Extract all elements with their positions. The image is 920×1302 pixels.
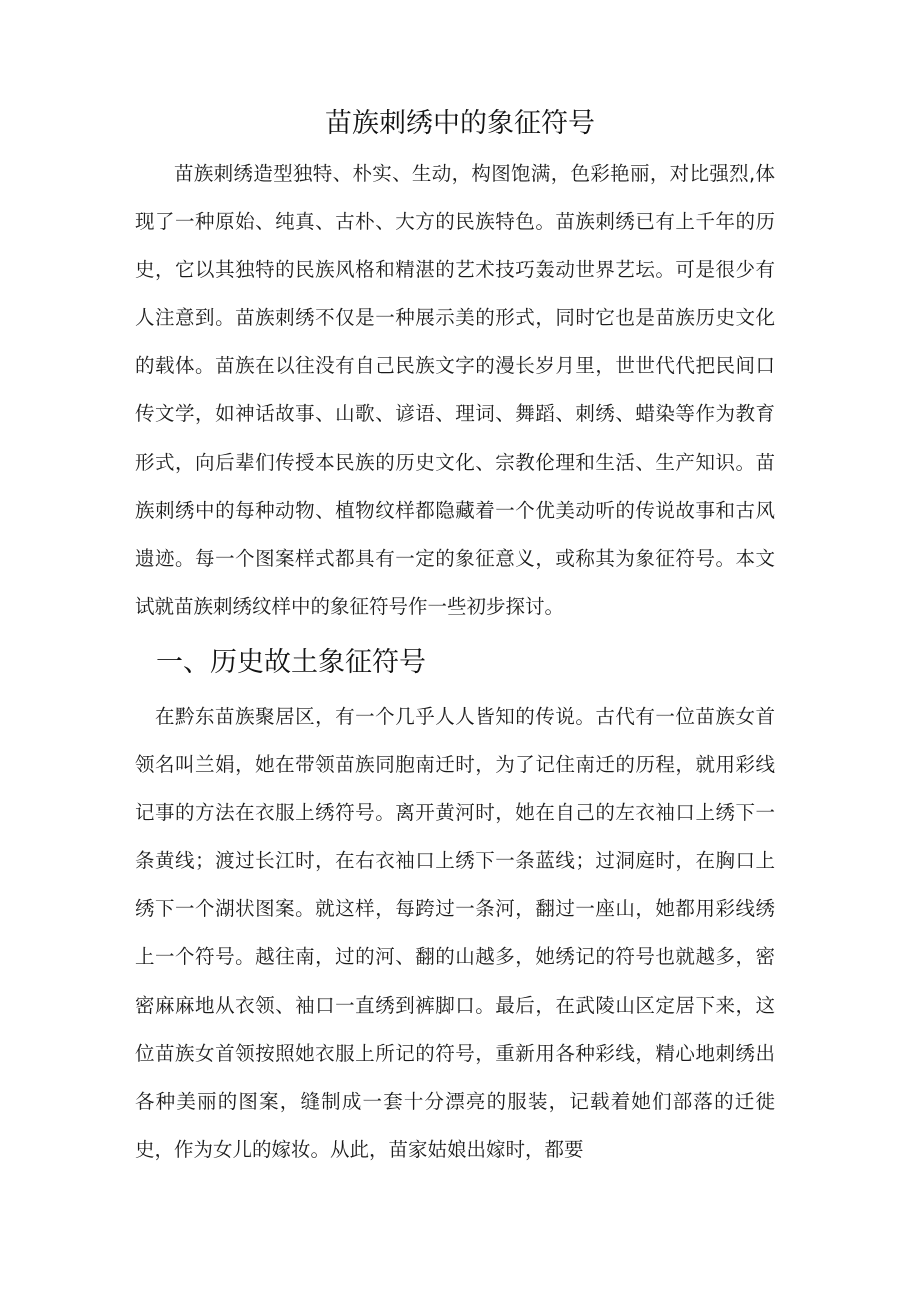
- section-heading: 一、历史故土象征符号: [156, 647, 426, 678]
- document-title: 苗族刺绣中的象征符号: [325, 108, 595, 139]
- intro-paragraph: 苗族刺绣造型独特、朴实、生动，构图饱满，色彩艳丽，对比强烈,体现了一种原始、纯真、古朴、大方的民族特色。苗族刺绣已有上千年的历史，它以其独特的民族风格和精湛的艺术技巧轰动世界艺坛。可是很少有人注意到。苗族刺绣不仅是一种展示美的形式，同时它也是苗族历史文化的载体。苗族在以往没有自己民族文字的漫长岁月里，世世代代把民间口传文学，如神话故事、山歌、谚语、理词、舞蹈、刺绣、蜡染等作为教育形式，向后辈们传授本民族的历史文化、宗教伦理和生活、生产知识。苗族刺绣中的每种动物、植物纹样都隐藏着一个优美动听的传说故事和古风遗迹。每一个图案样式都具有一定的象征意义，或称其为象征符号。本文试就苗族刺绣纹样中的象征符号作一些初步探讨。: [135, 162, 775, 618]
- section-paragraph: 在黔东苗族聚居区，有一个几乎人人皆知的传说。古代有一位苗族女首领名叫兰娟，她在带领苗族同胞南迁时，为了记住南迁的历程，就用彩线记事的方法在衣服上绣符号。离开黄河时，她在自己的左衣袖口上绣下一条黄线；渡过长江时，在右衣袖口上绣下一条蓝线；过洞庭时，在胸口上绣下一个湖状图案。就这样，每跨过一条河，翻过一座山，她都用彩线绣上一个符号。越往南，过的河、翻的山越多，她绣记的符号也就越多，密密麻麻地从衣领、袖口一直绣到裤脚口。最后，在武陵山区定居下来，这位苗族女首领按照她衣服上所记的符号，重新用各种彩线，精心地刺绣出各种美丽的图案，缝制成一套十分漂亮的服装，记载着她们部落的迁徙史，作为女儿的嫁妆。从此，苗家姑娘出嫁时，都要: [135, 705, 775, 1161]
